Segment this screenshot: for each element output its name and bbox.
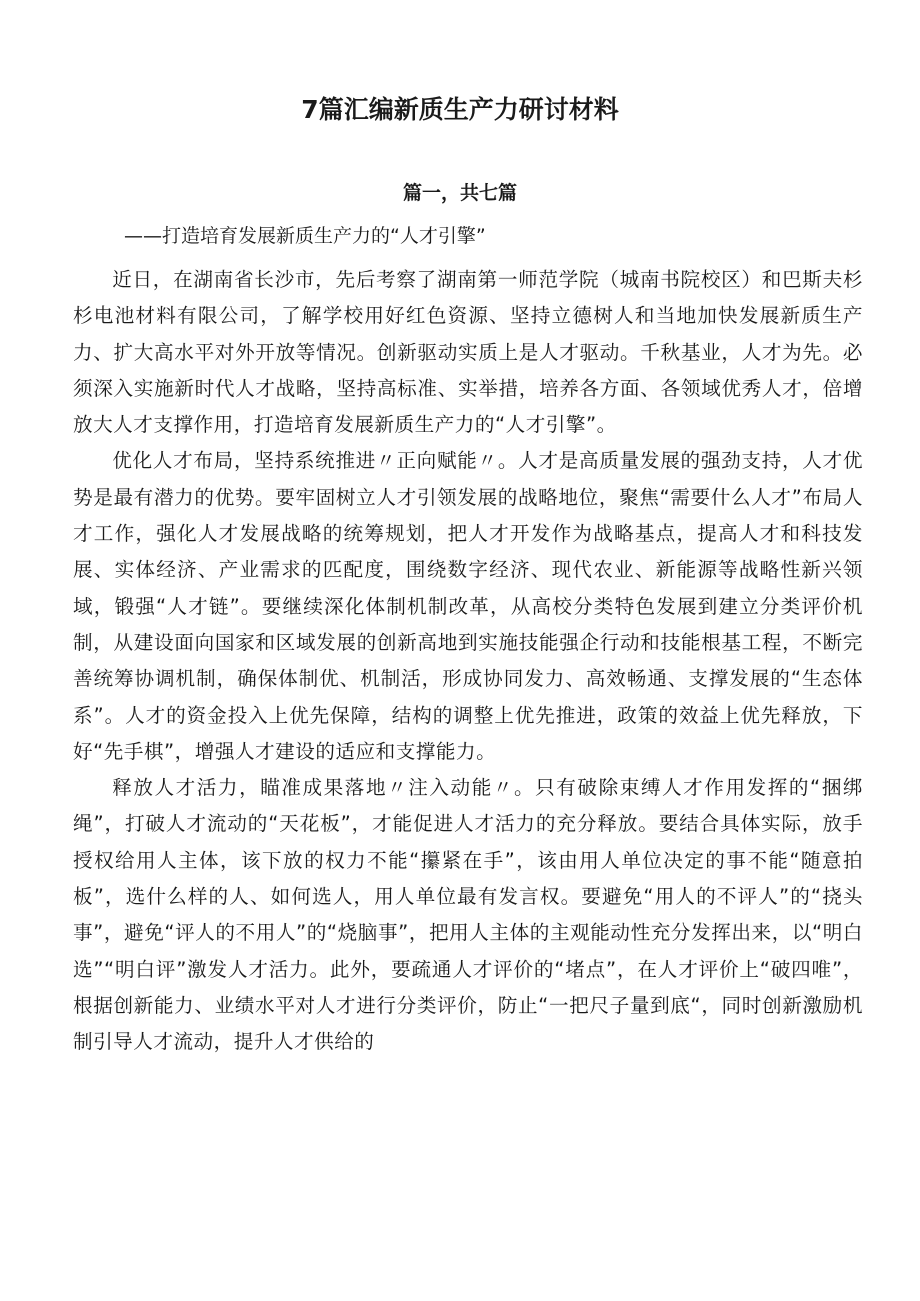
paragraph-2: 优化人才布局，坚持系统推进〃正向赋能〃。人才是高质量发展的强劲支持，人才优势是最有潜力的优势。要牢固树立人才引领发展的战略地位，聚焦“需要什么人才”布局人才工作，强化人才发展战略的统筹规划，把人才开发作为战略基点，提高人才和科技发展、实体经济、产业需求的匹配度，围绕数字经济、现代农业、新能源等战略性新兴领域，锻强“人才链”。要继续深化体制机制改革，从高校分类特色发展到建立分类评价机制，从建设面向国家和区域发展的创新高地到实施技能强企行动和技能根基工程，不断完善统筹协调机制，确保体制优、机制活，形成协同发力、高效畅通、支撑发展的“生态体系”。人才的资金投入上优先保障，结构的调整上优先推进，政策的效益上优先释放，下好“先手棋”，增强人才建设的适应和支撑能力。 (73, 449, 863, 763)
document-title: 7篇汇编新质生产力研讨材料 (301, 95, 619, 124)
paragraph-3: 释放人才活力，瞄准成果落地〃注入动能〃。只有破除束缚人才作用发挥的“捆绑绳”，打破人才流动的“天花板”，才能促进人才活力的充分释放。要结合具体实际，放手授权给用人主体，该下放的权力不能“攥紧在手”，该由用人单位决定的事不能“随意拍板”，选什么样的人、如何选人，用人单位最有发言权。要避免“用人的不评人”的“挠头事”，避免“评人的不用人”的“烧脑事”，把用人主体的主观能动性充分发挥出来，以“明白选”“明白评”激发人才活力。此外，要疏通人才评价的“堵点”，在人才评价上“破四唯”，根据创新能力、业绩水平对人才进行分类评价，防止“一把尺子量到底“，同时创新激励机制引导人才流动，提升人才供给的 (73, 776, 863, 1054)
section-heading: 篇一，共七篇 (402, 182, 517, 204)
paragraph-1: 近日，在湖南省长沙市，先后考察了湖南第一师范学院（城南书院校区）和巴斯夫杉杉电池材料有限公司，了解学校用好红色资源、坚持立德树人和当地加快发展新质生产力、扩大高水平对外开放等情况。创新驱动实质上是人才驱动。千秋基业，人才为先。必须深入实施新时代人才战略，坚持高标准、实举措，培养各方面、各领域优秀人才，倍增放大人才支撑作用，打造培育发展新质生产力的“人才引擎”。 (73, 268, 863, 437)
section-subtitle: ——打造培育发展新质生产力的“人才引擎” (124, 225, 486, 247)
body-text (73, 262, 863, 1061)
